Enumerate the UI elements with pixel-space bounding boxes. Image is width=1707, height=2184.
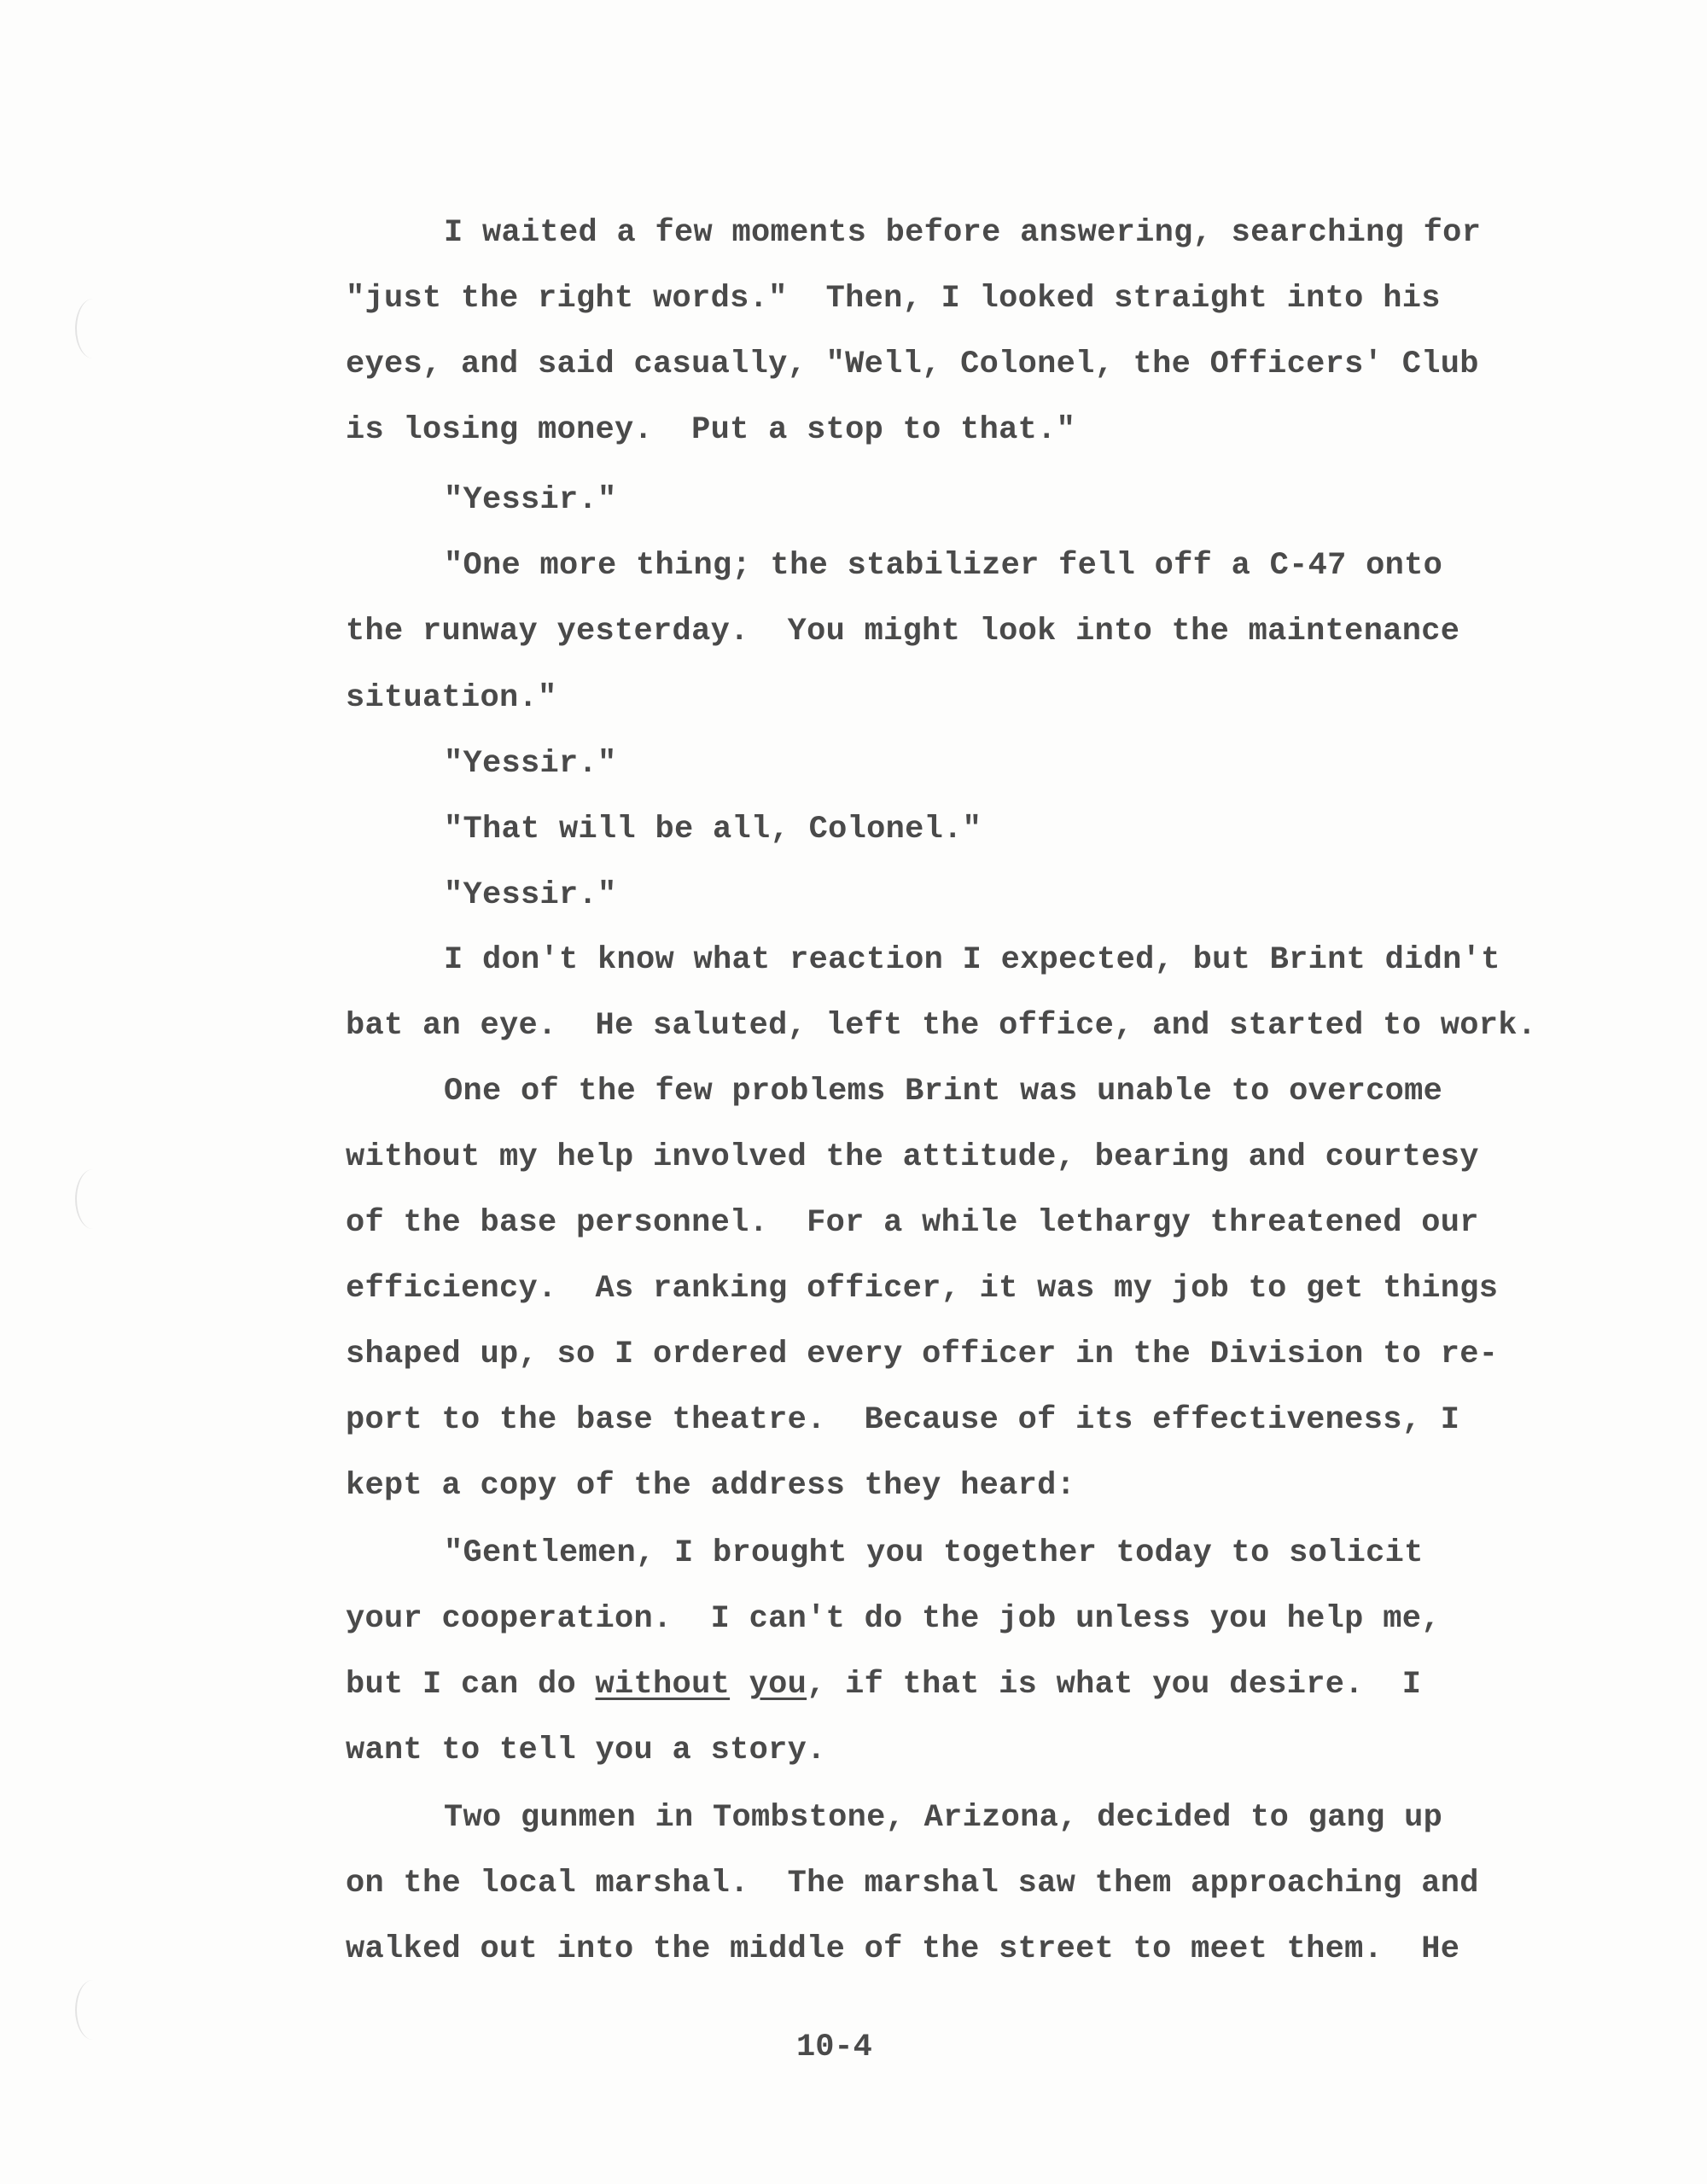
- text-line: One of the few problems Brint was unable to overcome: [444, 1074, 1443, 1109]
- text-line: eyes, and said casually, "Well, Colonel, the Officers' Club: [346, 347, 1479, 382]
- text-segment: , if that is what you desire. I: [807, 1667, 1422, 1703]
- text-line: "Gentlemen, I brought you together today to solicit: [444, 1535, 1424, 1571]
- text-line: of the base personnel. For a while lethargy threatened our: [346, 1205, 1479, 1241]
- text-line: "Yessir.": [444, 877, 617, 913]
- text-line: "One more thing; the stabilizer fell off a C-47 onto: [444, 548, 1443, 584]
- text-line: on the local marshal. The marshal saw them approaching and: [346, 1866, 1479, 1902]
- text-line: Two gunmen in Tombstone, Arizona, decided to gang up: [444, 1800, 1443, 1836]
- text-line: situation.": [346, 680, 557, 716]
- page-number: 10-4: [796, 2030, 872, 2065]
- text-line: walked out into the middle of the street to meet them. He: [346, 1931, 1460, 1967]
- text-line: the runway yesterday. You might look into the maintenance: [346, 614, 1460, 649]
- text-line: I waited a few moments before answering, searching for: [444, 215, 1482, 251]
- text-line: bat an eye. He saluted, left the office, and started to work.: [346, 1008, 1537, 1044]
- punch-hole-mark: [75, 299, 111, 358]
- text-line: your cooperation. I can't do the job unless you help me,: [346, 1601, 1441, 1637]
- text-line: "Yessir.": [444, 482, 617, 518]
- text-line: "just the right words." Then, I looked straight into his: [346, 281, 1441, 317]
- underlined-word: you: [749, 1667, 807, 1703]
- underlined-word: without: [595, 1667, 731, 1703]
- text-segment: but I can do: [346, 1667, 596, 1703]
- text-line: want to tell you a story.: [346, 1733, 826, 1768]
- text-segment: [730, 1667, 749, 1703]
- text-line: efficiency. As ranking officer, it was my job to get things: [346, 1271, 1499, 1307]
- text-line-with-underline: [346, 1669, 1421, 1701]
- text-line: "That will be all, Colonel.": [444, 812, 982, 847]
- text-line: I don't know what reaction I expected, but Brint didn't: [444, 942, 1500, 978]
- text-line: port to the base theatre. Because of its effectiveness, I: [346, 1402, 1460, 1438]
- text-line: kept a copy of the address they heard:: [346, 1468, 1076, 1504]
- punch-hole-mark: [75, 1980, 111, 2040]
- text-line: "Yessir.": [444, 746, 617, 782]
- punch-hole-mark: [75, 1169, 111, 1229]
- text-line: is losing money. Put a stop to that.": [346, 412, 1076, 448]
- text-line: shaped up, so I ordered every officer in the Division to re-: [346, 1337, 1499, 1372]
- text-line: without my help involved the attitude, bearing and courtesy: [346, 1139, 1479, 1175]
